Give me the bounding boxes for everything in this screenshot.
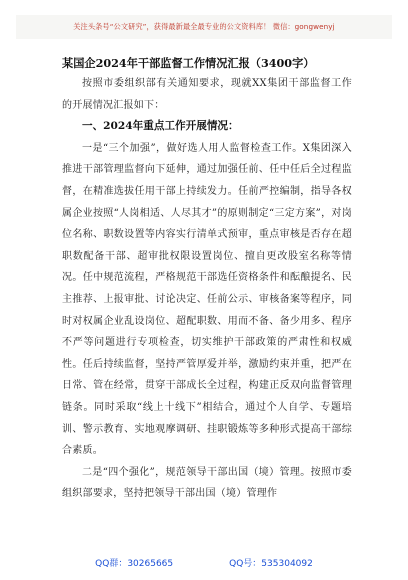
footer-contact (0, 556, 408, 572)
intro-paragraph: 按照市委组织部有关通知要求，现就XX集团干部监督工作的开展情况汇报如下： (62, 78, 352, 111)
document-page (62, 50, 352, 505)
document-title: 某国企2024年干部监督工作情况汇报（3400字） (62, 56, 315, 70)
body-paragraph-1: 一是“三个加强”，做好选人用人监督检查工作。X集团深入推进干部管理监督向下延伸，通过加强任前、任中任后全过程监督，在精准选拔任用干部上持续发力。任前严控编制，指导各权属企业按照“人岗相适、人尽其才”的原则制定“三定方案”，对岗位名称、职数设置等内容实行清单式预审，重点审核是否存在超职数配备干部、超审批权限设置岗位、擅自更改股室名称等情况。任中规范流程，严格规范干部选任资格条件和酝酿提名、民主推荐、上报审批、讨论决定、任前公示、审核备案等程序，同时对权属企业乱设岗位、超配职数、用而不备、备少用多、程序不严等问题进行专项检查，切实维护干部政策的严肃性和权威性。任后持续监督，坚持严管厚爱并举，激励约束并重，把严在日常、管在经常，贯穿干部成长全过程，构建正反双向监督管理链条。同时采取“线上十线下”相结合，通过个人自学、专题培训、警示教育、实地观摩调研、挂职锻炼等多种形式提高干部综合素质。 (62, 142, 352, 457)
qq-number-text: QQ号：535304092 (229, 559, 313, 569)
body-paragraph-2: 二是“四个强化”，规范领导干部出国（境）管理。按照市委组织部要求，坚持把领导干部出国（境）管理作 (62, 466, 352, 500)
section-heading: 一、2024年重点工作开展情况： (82, 120, 239, 133)
header-banner (16, 15, 392, 39)
qq-group-text: QQ群：30265665 (95, 559, 174, 569)
banner-text: 关注头条号“公文研究”，获得最新最全最专业的公文资料库！ 微信：gongwenyj (73, 22, 335, 31)
